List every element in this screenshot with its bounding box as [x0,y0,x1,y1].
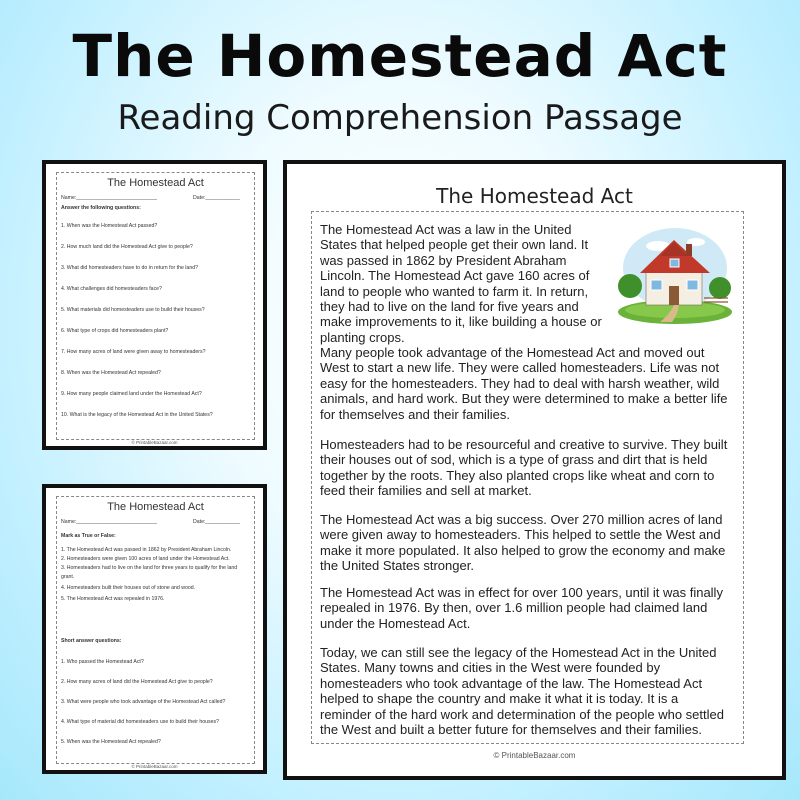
question: 1. When was the Homestead Act passed? [61,223,158,229]
sa-item: 2. How many acres of land did the Homestead Act give to people? [61,679,213,685]
question: 10. What is the legacy of the Homestead Act in the United States? [61,412,213,418]
name-field: Name:____________________________ [61,519,158,525]
question: 5. What materials did homesteaders use to build their houses? [61,307,205,313]
tf-item: 2. Homesteaders were given 100 acres of land under the Homestead Act. [61,556,230,562]
passage-paragraph: Many people took advantage of the Homestead Act and moved out West to start a new life. They were called homesteaders. Life was not easy for the homesteaders. They had to deal with harsh weather, wild animals, and hard work. But they were determined to make a better life for themselves and their families. [320,345,728,422]
sa-item: 4. What type of material did homesteaders use to build their houses? [61,719,220,725]
tf-item: 4. Homesteaders built their houses out of stone and wood. [61,585,196,591]
sheet-title: The Homestead Act [107,177,204,189]
passage-paragraph: Homesteaders had to be resourceful and creative to survive. They built their houses out of sod, which is a type of grass and dirt that is held together by the roots. They also planted crops like wheat and corn to feed their families and sell at market. [320,437,728,499]
house-illustration [616,226,734,324]
sheet-footer: © PrintableBazaar.com [131,764,178,769]
instruction: Answer the following questions: [61,205,141,211]
question: 2. How much land did the Homestead Act give to people? [61,244,193,250]
worksheet-truefalse-preview [42,484,267,774]
question: 4. What challenges did homesteaders face? [61,286,162,292]
passage-footer: © PrintableBazaar.com [493,751,576,760]
tf-item: 5. The Homestead Act was repealed in 1976. [61,596,165,602]
passage-title: The Homestead Act [436,184,633,208]
tf-instruction: Mark as True or False: [61,533,116,539]
question: 7. How many acres of land were given away to homesteaders? [61,349,206,355]
name-field: Name:____________________________ [61,195,158,201]
sa-item: 3. What were people who took advantage of the Homestead Act called? [61,699,226,705]
question: 8. When was the Homestead Act repealed? [61,370,161,376]
question: 9. How many people claimed land under the Homestead Act? [61,391,202,397]
sheet-border [56,172,255,440]
passage-paragraph: The Homestead Act was a law in the United States that helped people get their own land. It was passed in 1862 by President Abraham Lincoln. The Homestead Act gave 160 acres of land to people who wanted to farm it. In return, they had to live on the land for five years and make improvements to it, like building a house or planting crops. [320,222,602,345]
sheet-title: The Homestead Act [107,501,204,513]
passage-paragraph: The Homestead Act was a big success. Over 270 million acres of land were given away to homesteaders. This helped to settle the West and make it more populated. It also helped to grow the economy and make the United States stronger. [320,512,726,574]
worksheet-questions-preview [42,160,267,450]
tf-item: 3. Homesteaders had to live on the land for three years to qualify for the land [61,565,238,571]
question: 6. What type of crops did homesteaders plant? [61,328,169,334]
sheet-border [56,496,255,764]
passage-paragraph: Today, we can still see the legacy of the Homestead Act in the United States. Many towns and cities in the West were founded by homesteaders who took advantage of the law. The Homestead Act helped to shape the country and make it what it is today. It is a reminder of the hard work and determination of the people who settled the West and built a better future for themselves and their families. [320,645,724,738]
passage-paragraph: The Homestead Act was in effect for over 100 years, until it was finally repealed in 1976. By then, over 1.6 million people had claimed land under the Homestead Act. [320,585,723,631]
sa-item: 1. Who passed the Homestead Act? [61,659,144,665]
sa-instruction: Short answer questions: [61,638,122,644]
sa-item: 5. When was the Homestead Act repealed? [61,739,161,745]
date-field: Date:____________ [193,195,241,201]
tf-item: grant. [61,574,75,580]
question: 3. What did homesteaders have to do in return for the land? [61,265,198,271]
page-subtitle: Reading Comprehension Passage [117,98,683,138]
page-title: The Homestead Act [72,22,728,90]
sheet-footer: © PrintableBazaar.com [131,440,178,445]
date-field: Date:____________ [193,519,241,525]
tf-item: 1. The Homestead Act was passed in 1862 by President Abraham Lincoln. [61,547,232,553]
